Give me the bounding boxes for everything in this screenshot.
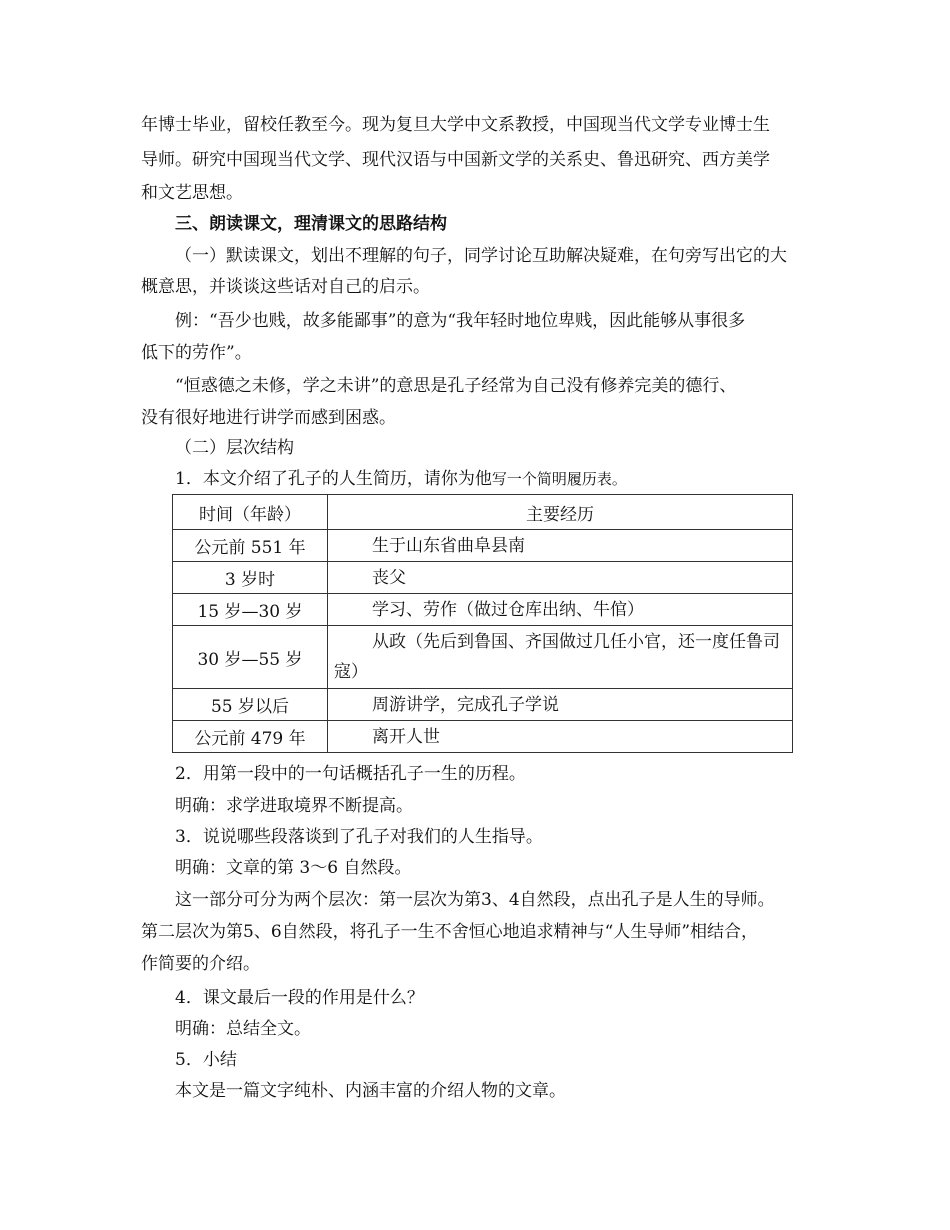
row-event-text: 离开人世 bbox=[372, 726, 440, 747]
row-time: 15 岁—30 岁 bbox=[173, 594, 328, 626]
para-line-3: 和文艺思想。 bbox=[141, 183, 243, 203]
row-event-text: 从政（先后到鲁国、齐国做过几任小官，还一度任鲁司寇） bbox=[334, 632, 780, 682]
question-4: 4．课文最后一段的作用是什么？ bbox=[175, 988, 424, 1008]
para-example-line-1: 例：“吾少也贱，故多能鄙事”的意为“我年轻时地位卑贱，因此能够从事很多 bbox=[175, 311, 746, 331]
answer-4: 明确：总结全文。 bbox=[175, 1019, 311, 1039]
para-line-2: 导师。研究中国现当代文学、现代汉语与中国新文学的关系史、鲁迅研究、西方美学 bbox=[141, 150, 770, 170]
para-layers-line-1: 这一部分可分为两个层次：第一层次为第3、4自然段，点出孔子是人生的导师。 bbox=[175, 890, 775, 910]
table-row bbox=[173, 562, 793, 594]
row-event-text: 学习、劳作（做过仓库出纳、牛倌） bbox=[372, 599, 644, 620]
row-event bbox=[328, 721, 793, 753]
summary-heading: 5．小结 bbox=[175, 1050, 237, 1070]
row-time: 3 岁时 bbox=[173, 562, 328, 594]
para-layers-line-3: 作简要的介绍。 bbox=[141, 954, 260, 974]
table-row bbox=[173, 594, 793, 626]
summary-text: 本文是一篇文字纯朴、内涵丰富的介绍人物的文章。 bbox=[175, 1081, 566, 1101]
header-time: 时间（年龄） bbox=[173, 495, 328, 530]
header-event: 主要经历 bbox=[328, 495, 793, 530]
table-row bbox=[173, 721, 793, 753]
para-reading-line-1: （一）默读课文，划出不理解的句子，同学讨论互助解决疑难，在句旁写出它的大 bbox=[175, 246, 787, 266]
row-event-text: 丧父 bbox=[372, 567, 406, 588]
table-header-row bbox=[173, 495, 793, 530]
table-row bbox=[173, 626, 793, 689]
para-line-1: 年博士毕业，留校任教至今。现为复旦大学中文系教授，中国现当代文学专业博士生 bbox=[141, 115, 770, 135]
resume-table bbox=[172, 494, 793, 753]
row-time: 公元前 551 年 bbox=[173, 530, 328, 562]
row-time: 30 岁—55 岁 bbox=[173, 626, 328, 689]
question-2: 2．用第一段中的一句话概括孔子一生的历程。 bbox=[175, 764, 526, 784]
question-1 bbox=[175, 468, 627, 490]
question-1-tail: 写一个简明履历表。 bbox=[491, 470, 627, 488]
table-row bbox=[173, 689, 793, 721]
para-layers-line-2: 第二层次为第5、6自然段，将孔子一生不舍恒心地追求精神与“人生导师”相结合， bbox=[141, 922, 759, 942]
section-heading: 三、朗读课文，理清课文的思路结构 bbox=[175, 214, 447, 234]
row-event bbox=[328, 594, 793, 626]
table-row bbox=[173, 530, 793, 562]
row-event bbox=[328, 626, 793, 689]
row-event-text: 周游讲学，完成孔子学说 bbox=[372, 694, 559, 715]
row-event bbox=[328, 562, 793, 594]
question-3: 3．说说哪些段落谈到了孔子对我们的人生指导。 bbox=[175, 827, 543, 847]
row-event bbox=[328, 689, 793, 721]
para-example-line-2: 低下的劳作”。 bbox=[141, 343, 252, 363]
question-1-text: 1．本文介绍了孔子的人生简历，请你为他 bbox=[175, 469, 492, 489]
answer-2: 明确：求学进取境界不断提高。 bbox=[175, 796, 413, 816]
subsection-heading: （二）层次结构 bbox=[175, 438, 294, 458]
row-event-text: 生于山东省曲阜县南 bbox=[372, 535, 525, 556]
para-reading-line-2: 概意思，并谈谈这些话对自己的启示。 bbox=[141, 277, 430, 297]
row-time: 公元前 479 年 bbox=[173, 721, 328, 753]
row-event bbox=[328, 530, 793, 562]
para-meaning-line-1: “恒惑德之未修，学之未讲”的意思是孔子经常为自己没有修养完美的德行、 bbox=[175, 376, 737, 396]
para-meaning-line-2: 没有很好地进行讲学而感到困惑。 bbox=[141, 408, 396, 428]
answer-3: 明确：文章的第 3～6 自然段。 bbox=[175, 858, 412, 878]
row-time: 55 岁以后 bbox=[173, 689, 328, 721]
